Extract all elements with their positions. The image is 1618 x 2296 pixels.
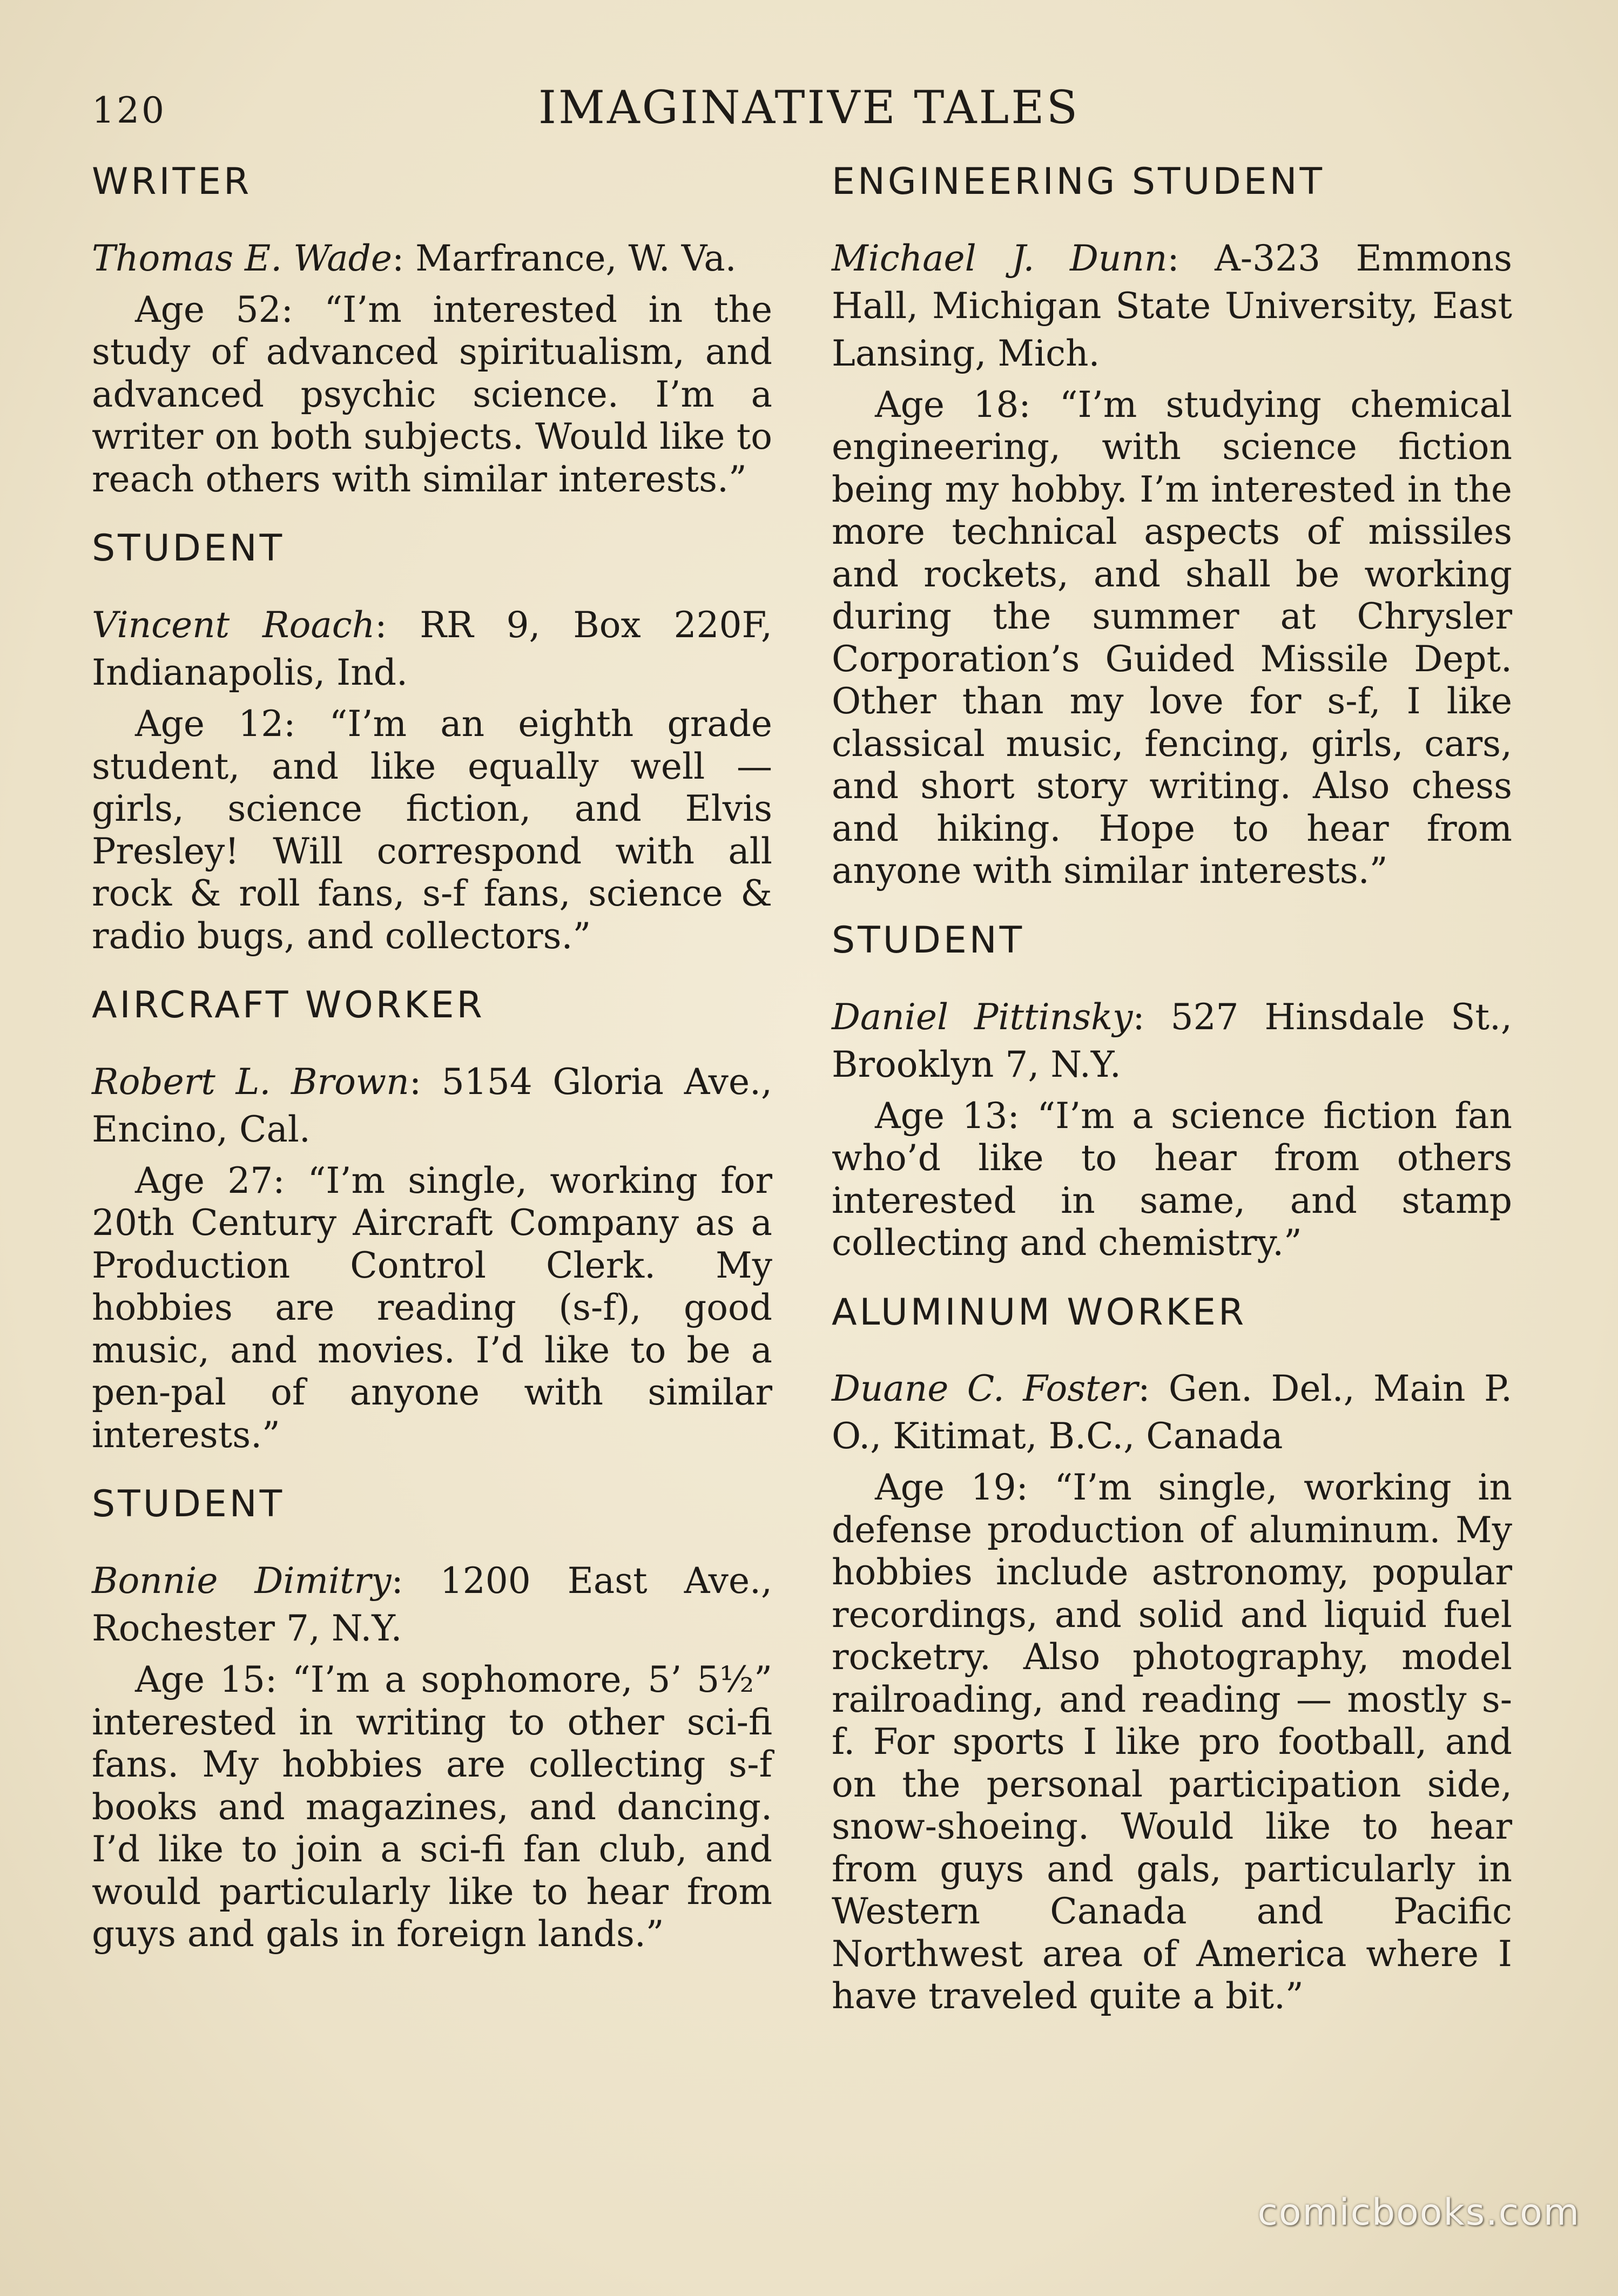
entry-heading: ENGINEERING STUDENT: [832, 160, 1325, 203]
entry-name: Thomas E. Wade: [92, 237, 392, 279]
entry-name: Daniel Pittinsky: [832, 996, 1133, 1038]
entry-name: Robert L. Brown: [92, 1061, 409, 1103]
entry-address: : 5154 Gloria Ave., Encino, Cal.: [92, 1061, 772, 1150]
entry-address-line: [92, 1058, 772, 1153]
listing-entry: [92, 162, 772, 501]
entry-text: Age 52: “I’m interested in the study of advanced spiritualism, and advanced psychic science. I’m a writer on both subjects. Would like to reach others with similar interests.”: [92, 288, 772, 500]
entry-text: Age 18: “I’m studying chemical engineering, with science fiction being my hobby. I’m interested in the more technical aspects of missiles and rockets, and shall be working during the summer at Chrysler Corporation’s Guided Missile Dept. Other than my love for s-f, I like classical music, fencing, girls, cars, and short story writing. Also chess and hiking. Hope to hear from anyone with similar interests.”: [832, 383, 1512, 892]
left-column: [92, 162, 772, 1984]
entry-address: : 1200 East Ave., Rochester 7, N.Y.: [92, 1560, 772, 1650]
entry-name: Bonnie Dimitry: [92, 1560, 392, 1602]
entry-text: Age 15: “I’m a sophomore, 5’ 5½” interested in writing to other sci-fi fans. My hobbies are collecting s-f books and magazines, and dancing. I’d like to join a sci-fi fan club, and would particularly like to hear from guys and gals in foreign lands.”: [92, 1659, 772, 1955]
entry-heading: WRITER: [92, 160, 252, 203]
entry-heading: AIRCRAFT WORKER: [92, 984, 485, 1027]
entry-heading: STUDENT: [832, 919, 1025, 962]
entry-name: Duane C. Foster: [832, 1368, 1138, 1410]
source-watermark: comicbooks.com: [1257, 2191, 1580, 2234]
listing-entry: [92, 529, 772, 957]
right-column: [832, 162, 1512, 2046]
listing-entry: [92, 985, 772, 1456]
entry-address: : Gen. Del., Main P. O., Kitimat, B.C., Canada: [832, 1368, 1512, 1457]
entry-text: Age 19: “I’m single, working in defense production of aluminum. My hobbies include astronomy, popular recordings, and solid and liquid fuel rocketry. Also photography, model railroading, and reading — mostly s-f. For sports I like pro football, and on the personal participation side, snow-shoeing. Would like to hear from guys and gals, particularly in Western Canada and Pacific Northwest area of America where I have traveled quite a bit.”: [832, 1467, 1512, 2017]
listing-entry: [832, 162, 1512, 893]
entry-text: Age 27: “I’m single, working for 20th Century Aircraft Company as a Production Control Clerk. My hobbies are reading (s-f), good music, and movies. I’d like to be a pen-pal of anyone with similar interests.”: [92, 1159, 772, 1456]
listing-entry: [832, 1293, 1512, 2018]
entry-address-line: [832, 994, 1512, 1089]
entry-address-line: [832, 235, 1512, 377]
entry-name: Vincent Roach: [92, 604, 375, 646]
entry-address: : RR 9, Box 220F, Indianapolis, Ind.: [92, 604, 772, 694]
listing-entry: [832, 921, 1512, 1265]
listing-entry: [92, 1484, 772, 1955]
entry-text: Age 13: “I’m a science fiction fan who’d like to hear from others interested in same, and stamp collecting and chemistry.”: [832, 1095, 1512, 1264]
running-title: IMAGINATIVE TALES: [538, 81, 1080, 134]
entry-heading: STUDENT: [92, 1483, 285, 1526]
entry-text: Age 12: “I’m an eighth grade student, and like equally well — girls, science fiction, and Elvis Presley! Will correspond with all rock & roll fans, s-f fans, science & radio bugs, and collectors.”: [92, 703, 772, 957]
entry-address: : 527 Hinsdale St., Brooklyn 7, N.Y.: [832, 996, 1512, 1085]
entry-heading: ALUMINUM WORKER: [832, 1291, 1247, 1334]
entry-address: : A-323 Emmons Hall, Michigan State University, East Lansing, Mich.: [832, 237, 1512, 374]
entry-address-line: [92, 1557, 772, 1652]
entry-address: : Marfrance, W. Va.: [392, 237, 737, 279]
page-number: 120: [92, 90, 166, 131]
entry-name: Michael J. Dunn: [832, 237, 1168, 279]
entry-address-line: [92, 235, 772, 282]
entry-address-line: [832, 1365, 1512, 1460]
entry-heading: STUDENT: [92, 527, 285, 570]
page-header: [92, 81, 1526, 140]
entry-address-line: [92, 602, 772, 697]
